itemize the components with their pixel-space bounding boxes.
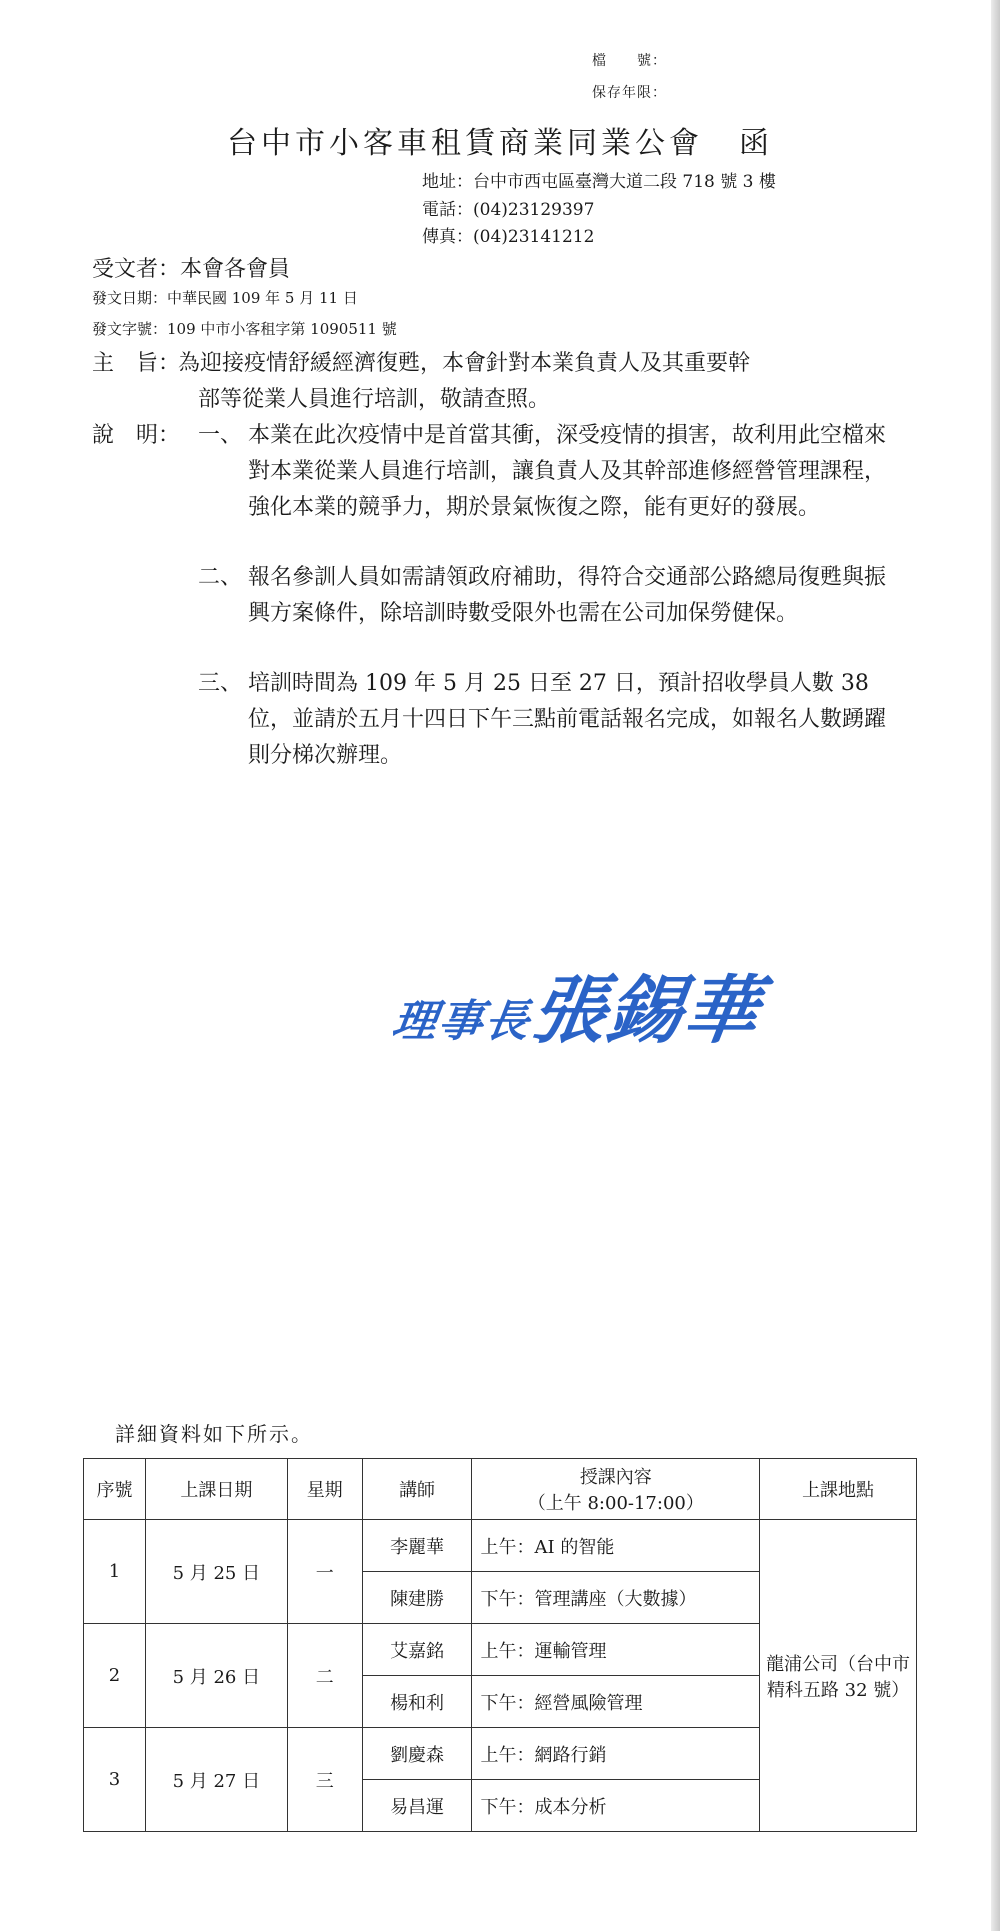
header-seq: 序號 [84,1459,146,1520]
cell-weekday: 一 [287,1520,362,1624]
file-number-field: 檔 號： [592,53,667,69]
cell-content: 下午：成本分析 [472,1780,760,1832]
header-location: 上課地點 [760,1459,917,1520]
retention-period-field: 保存年限： [592,85,667,101]
cell-content: 下午：經營風險管理 [472,1676,760,1728]
item-text: 培訓時間為 109 年 5 月 25 日至 27 日，預計招收學員人數 38 位，並請於五月十四日下午三點前電話報名完成，如報名人數踴躍則分梯次辦理。 [248,671,887,768]
training-schedule-table [83,1458,917,1832]
header-content [472,1459,760,1520]
cell-weekday: 二 [287,1624,362,1728]
item-text: 報名參訓人員如需請領政府補助，得符合交通部公路總局復甦與振興方案條件，除培訓時數受限外也需在公司加保勞健保。 [248,565,887,626]
cell-content: 下午：管理講座（大數據） [472,1572,760,1624]
cell-seq: 2 [84,1624,146,1728]
contact-phone: 電話：(04)23129397 [422,200,595,220]
cell-seq: 3 [84,1728,146,1832]
explanation-item [198,418,898,526]
cell-seq: 1 [84,1520,146,1624]
header-content-hours: （上午 8:00-17:00） [527,1493,704,1514]
scan-page-edge [991,0,1000,1931]
recipient-line: 受文者：本會各會員 [92,257,291,282]
cell-teacher: 李麗華 [362,1520,472,1572]
issue-date: 發文日期：中華民國 109 年 5 月 11 日 [92,289,358,307]
contact-fax: 傳真：(04)23141212 [422,227,595,247]
cell-weekday: 三 [287,1728,362,1832]
signature-name: 張錫華 [526,968,767,1054]
explanation-label: 說 明： [92,423,181,448]
explanation-item [198,666,898,774]
cell-teacher: 易昌運 [362,1780,472,1832]
cell-teacher: 陳建勝 [362,1572,472,1624]
cell-teacher: 劉慶森 [362,1728,472,1780]
cell-teacher: 楊和利 [362,1676,472,1728]
subject-text [178,346,898,418]
item-text: 本業在此次疫情中是首當其衝，深受疫情的損害，故利用此空檔來對本業從業人員進行培訓，讓負責人及其幹部進修經營管理課程，強化本業的競爭力，期於景氣恢復之際，能有更好的發展。 [248,423,887,520]
association-name: 台中市小客車租賃商業同業公會 [227,126,703,161]
cell-date: 5 月 25 日 [145,1520,287,1624]
item-number: 一、 [198,423,243,448]
cell-content: 上午：AI 的智能 [472,1520,760,1572]
cell-content: 上午：運輸管理 [472,1624,760,1676]
subject-line-2: 部等從業人員進行培訓，敬請查照。 [198,387,551,412]
header-date: 上課日期 [145,1459,287,1520]
cell-content: 上午：網路行銷 [472,1728,760,1780]
header-teacher: 講師 [362,1459,472,1520]
explanation-item [198,560,898,632]
table-row [84,1520,917,1572]
contact-address: 地址：台中市西屯區臺灣大道二段 718 號 3 樓 [422,172,776,192]
item-number: 二、 [198,565,243,590]
subject-label: 主 旨： [92,351,181,376]
detail-intro: 詳細資料如下所示。 [115,1422,313,1446]
subject-line-1: 為迎接疫情舒緩經濟復甦，本會針對本業負責人及其重要幹 [178,351,751,376]
header-content-title: 授課內容 [579,1467,652,1488]
header-weekday: 星期 [287,1459,362,1520]
signature-title: 理事長 [389,996,535,1047]
cell-date: 5 月 26 日 [145,1624,287,1728]
letter-type: 函 [739,126,773,161]
document-title [0,118,1000,162]
table-header-row [84,1459,917,1520]
cell-location: 龍浦公司（台中市精科五路 32 號） [760,1520,917,1832]
chairman-signature-stamp [388,952,769,1058]
cell-date: 5 月 27 日 [145,1728,287,1832]
item-number: 三、 [198,671,243,696]
issue-number: 發文字號：109 中市小客租字第 1090511 號 [92,320,397,338]
cell-teacher: 艾嘉銘 [362,1624,472,1676]
